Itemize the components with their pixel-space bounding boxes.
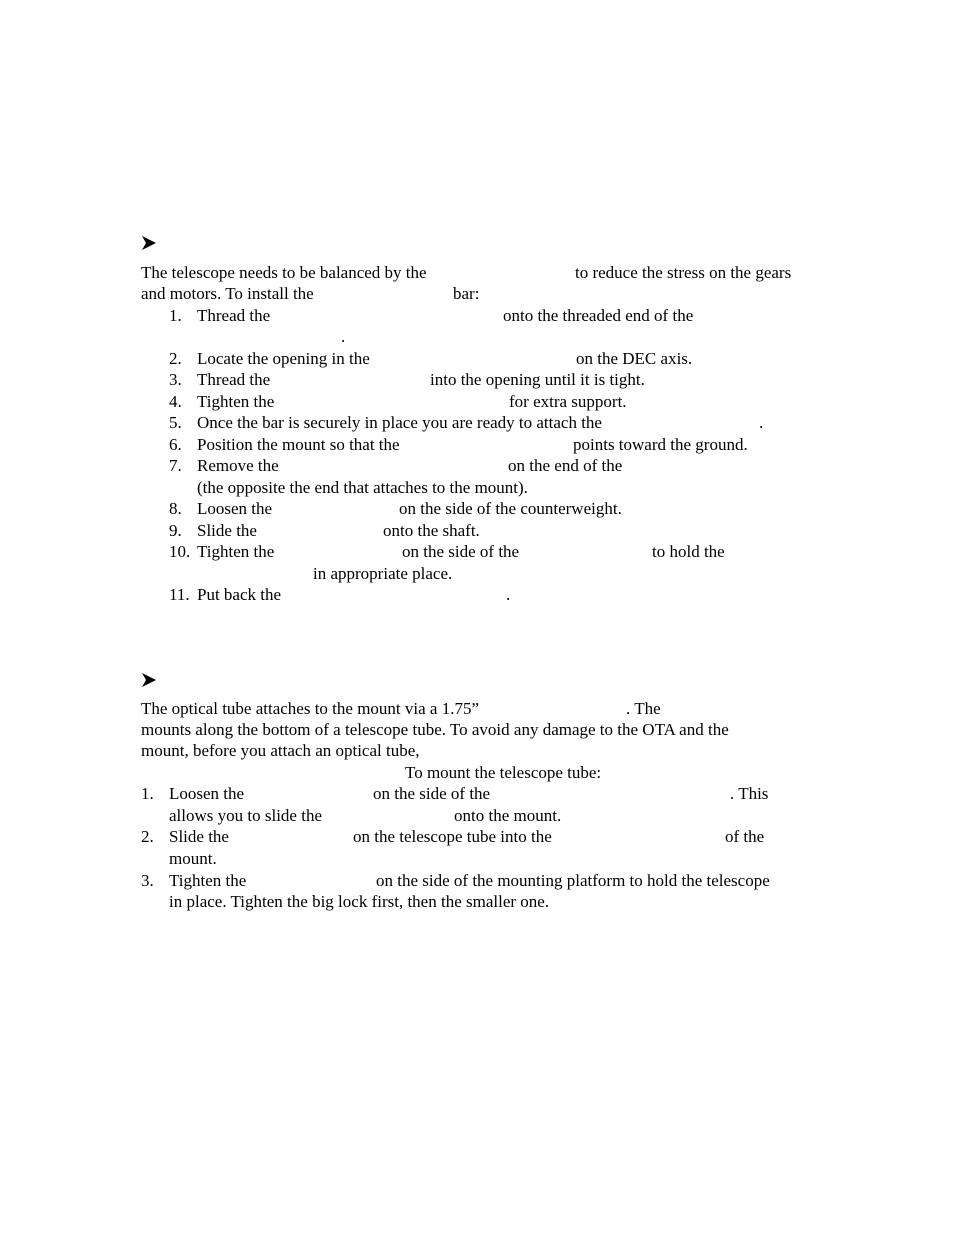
step-text: Tighten the [197, 392, 275, 411]
arrowhead-bullet-icon [141, 672, 157, 688]
step-text: to hold the [652, 542, 725, 561]
step-text: onto the shaft. [383, 521, 480, 540]
step-text: Tighten the [169, 871, 247, 890]
intro-text: and motors. To install the [141, 284, 314, 303]
intro-text: mounts along the bottom of a telescope tube. To avoid any damage to the OTA and the [141, 720, 729, 739]
step-number: 11. [169, 585, 190, 604]
step-number: 1. [141, 784, 154, 803]
step-number: 5. [169, 413, 182, 432]
step-text: of the [725, 827, 765, 846]
step-text: Tighten the [197, 542, 275, 561]
step-text: Once the bar is securely in place you are ready to attach the [197, 413, 602, 432]
step-text: Position the mount so that the [197, 435, 400, 454]
step-text: on the telescope tube into the [353, 827, 552, 846]
step-text: on the DEC axis. [576, 349, 693, 368]
step-text: mount. [169, 849, 217, 868]
step-number: 3. [169, 370, 182, 389]
step-text: on the side of the counterweight. [399, 499, 622, 518]
step-text: in appropriate place. [313, 564, 453, 583]
step-text: Slide the [169, 827, 229, 846]
step-text: on the side of the [402, 542, 520, 561]
step-number: 2. [141, 827, 154, 846]
step-text: on the side of the mounting platform to hold the telescope [376, 871, 770, 890]
intro-text: To mount the telescope tube: [405, 763, 602, 782]
step-number: 1. [169, 306, 182, 325]
step-text: . [506, 585, 511, 604]
step-text: on the end of the [508, 456, 623, 475]
intro-text: The telescope needs to be balanced by the [141, 263, 427, 282]
step-number: 2. [169, 349, 182, 368]
step-text: into the opening until it is tight. [430, 370, 645, 389]
step-text: Put back the [197, 585, 282, 604]
step-text: . This [730, 784, 769, 803]
step-text: (the opposite the end that attaches to the mount). [197, 478, 528, 497]
step-text: Loosen the [169, 784, 245, 803]
step-text: for extra support. [509, 392, 627, 411]
step-text: . [341, 327, 346, 346]
intro-text: . The [626, 699, 661, 718]
step-number: 3. [141, 871, 154, 890]
step-text: in place. Tighten the big lock first, then the smaller one. [169, 892, 550, 911]
step-text: onto the mount. [454, 806, 562, 825]
arrowhead-bullet-icon [141, 235, 157, 251]
step-number: 4. [169, 392, 182, 411]
step-text: Loosen the [197, 499, 273, 518]
intro-text: mount, before you attach an optical tube, [141, 741, 420, 760]
step-text: on the side of the [373, 784, 491, 803]
step-text: onto the threaded end of the [503, 306, 694, 325]
step-text: Locate the opening in the [197, 349, 370, 368]
step-number: 7. [169, 456, 182, 475]
step-number: 6. [169, 435, 182, 454]
intro-text: bar: [453, 284, 480, 303]
step-number: 10. [169, 542, 191, 561]
step-text: Remove the [197, 456, 279, 475]
step-number: 8. [169, 499, 182, 518]
step-number: 9. [169, 521, 182, 540]
step-text: allows you to slide the [169, 806, 322, 825]
intro-text: The optical tube attaches to the mount via a 1.75” [141, 699, 479, 718]
step-text: Slide the [197, 521, 257, 540]
intro-text: to reduce the stress on the gears [575, 263, 792, 282]
step-text: . [759, 413, 764, 432]
step-text: points toward the ground. [573, 435, 748, 454]
step-text: Thread the [197, 306, 271, 325]
step-text: Thread the [197, 370, 271, 389]
